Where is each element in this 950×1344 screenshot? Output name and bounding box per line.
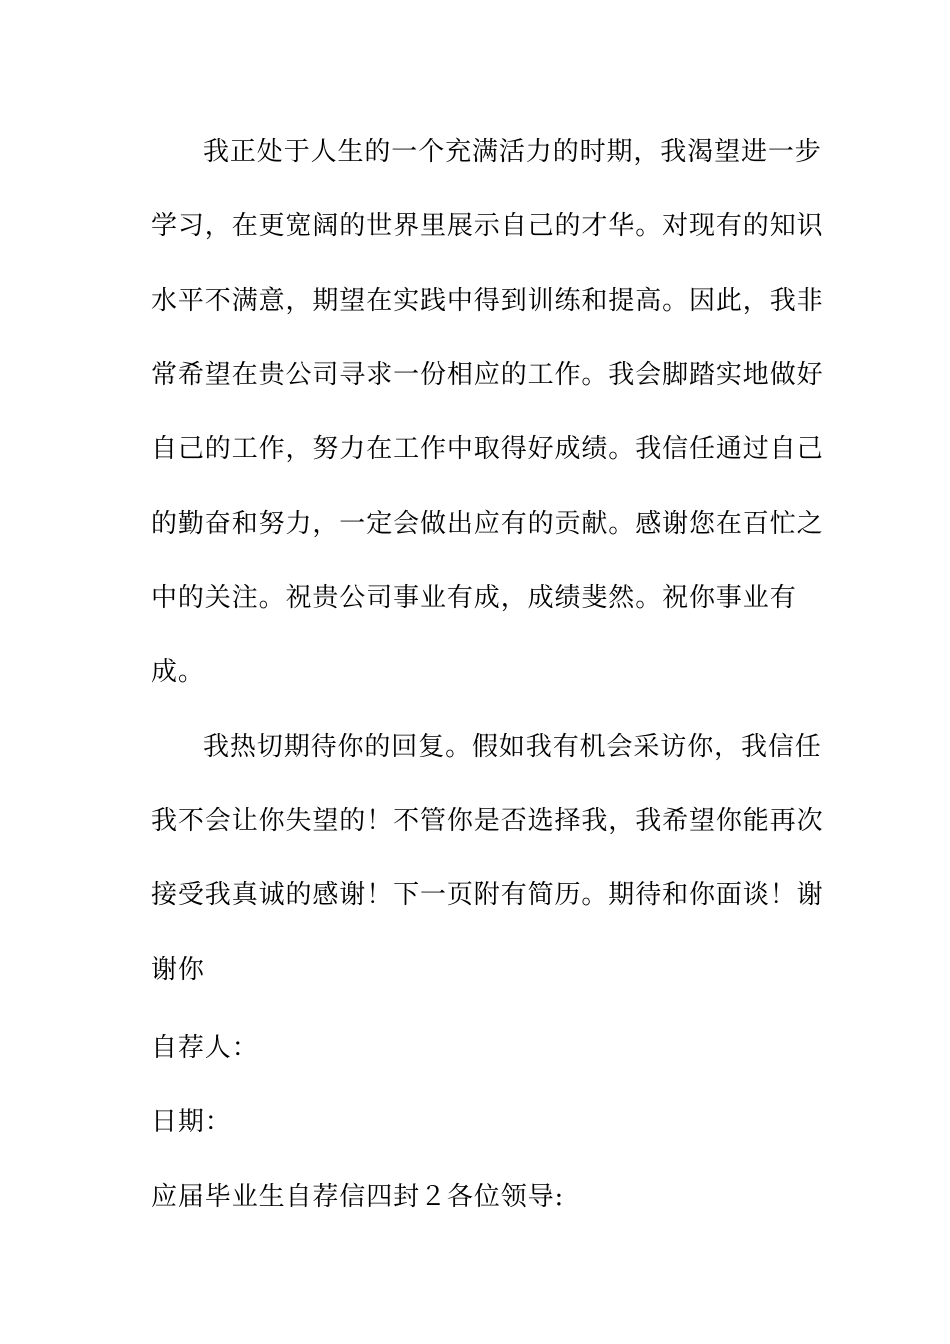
signature-label: 自荐人： xyxy=(151,1033,259,1063)
paragraph-1-line-8: 成。 xyxy=(151,657,205,687)
next-letter-heading: 应届毕业生自荐信四封２各位领导: xyxy=(151,1182,565,1212)
paragraph-1-line-2: 学习，在更宽阔的世界里展示自己的才华。对现有的知识 xyxy=(151,211,824,241)
paragraph-2-line-2: 我不会让你失望的！不管你是否选择我，我希望你能再次 xyxy=(151,806,824,836)
paragraph-1-line-1: 我正处于人生的一个充满活力的时期，我渴望进一步 xyxy=(203,137,822,167)
paragraph-2-line-3: 接受我真诚的感谢！下一页附有简历。期待和你面谈！谢 xyxy=(151,880,824,910)
date-label: 日期： xyxy=(151,1107,232,1137)
paragraph-2-line-1: 我热切期待你的回复。假如我有机会采访你，我信任 xyxy=(203,732,822,762)
paragraph-1-line-6: 的勤奋和努力，一定会做出应有的贡献。感谢您在百忙之 xyxy=(151,509,824,539)
paragraph-1-line-7: 中的关注。祝贵公司事业有成，成绩斐然。祝你事业有 xyxy=(151,583,797,613)
paragraph-2-line-4: 谢你 xyxy=(151,955,205,985)
paragraph-1-line-3: 水平不满意，期望在实践中得到训练和提高。因此，我非 xyxy=(151,286,824,316)
paragraph-1-line-5: 自己的工作，努力在工作中取得好成绩。我信任通过自己 xyxy=(151,434,824,464)
paragraph-1-line-4: 常希望在贵公司寻求一份相应的工作。我会脚踏实地做好 xyxy=(151,360,824,390)
